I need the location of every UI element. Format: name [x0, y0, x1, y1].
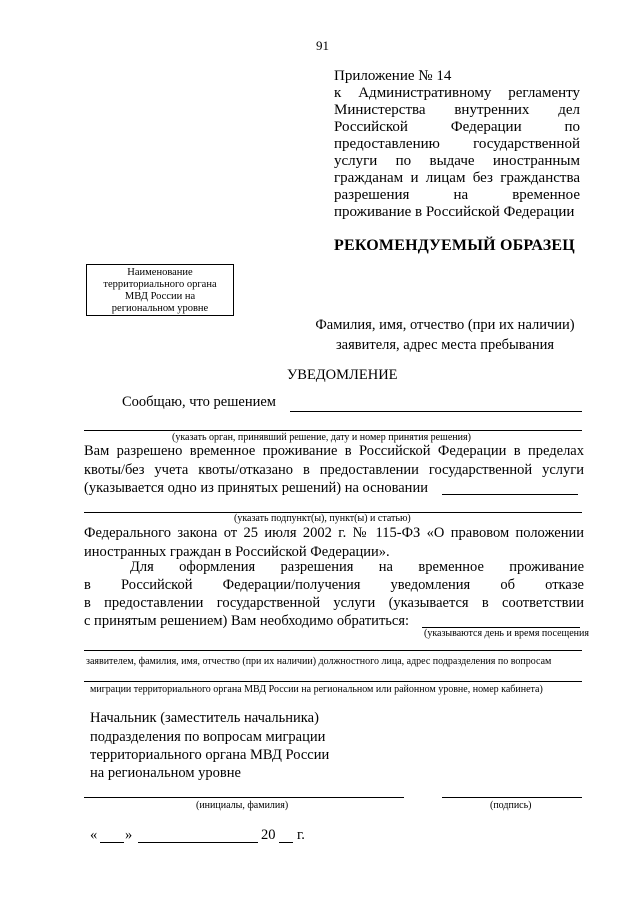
date-open-quote: « — [90, 827, 98, 843]
hint-initials: (инициалы, фамилия) — [196, 800, 289, 811]
appendix-header — [334, 68, 580, 221]
notice-title: УВЕДОМЛЕНИЕ — [287, 367, 398, 383]
appendix-line: разрешения на временное — [334, 187, 580, 203]
signatory-line: на региональном уровне — [90, 765, 241, 781]
hint-signature: (подпись) — [490, 800, 532, 811]
recipient-line: заявителя, адрес места пребывания — [335, 337, 555, 353]
date-year-prefix: 20 — [261, 827, 276, 843]
recipient-line: Фамилия, имя, отчество (при их наличии) — [315, 317, 575, 333]
org-name-box — [86, 264, 234, 316]
page-number: 91 — [316, 38, 329, 53]
appendix-line: услуги по выдаче иностранным — [334, 153, 580, 169]
signatory-line: подразделения по вопросам миграции — [90, 729, 326, 745]
official-blank-line[interactable] — [84, 650, 582, 651]
para1-line: Вам разрешено временное проживание в Российской Федерации в пределах — [84, 443, 584, 459]
org-box-line: территориального органа — [103, 279, 217, 290]
signature-blank-line[interactable] — [442, 797, 582, 798]
hint-official: заявителем, фамилия, имя, отчество (при их наличии) должностного лица, адрес подразделения по вопросам — [86, 656, 552, 667]
recipient-block — [306, 315, 584, 355]
hint-datetime: (указываются день и время посещения — [424, 628, 589, 639]
org-box-line: региональном уровне — [111, 303, 209, 314]
para1-line: квоты/без учета квоты/отказано в предоставлении государственной услуги — [84, 462, 584, 478]
appendix-line: Приложение № 14 — [334, 68, 452, 84]
hint-official: миграции территориального органа МВД России на региональном или районном уровне, номер кабинета) — [90, 684, 543, 695]
decision-lead: Сообщаю, что решением — [122, 394, 276, 410]
para2-line: Федерального закона от 25 июля 2002 г. № 115-ФЗ «О правовом положении — [84, 525, 584, 541]
para3-line: в Российской Федерации/получения уведомления об отказе — [84, 577, 584, 593]
org-box-line: МВД России на — [124, 291, 196, 302]
date-year-blank[interactable] — [279, 842, 293, 843]
para2-line: иностранных граждан в Российской Федерации». — [84, 544, 390, 560]
official-blank-line-2[interactable] — [84, 681, 582, 682]
date-month-blank[interactable] — [138, 842, 258, 843]
org-box-line: Наименование — [127, 267, 193, 278]
para3-line: с принятым решением) Вам необходимо обратиться: — [84, 613, 410, 629]
appendix-line: Министерства внутренних дел — [334, 102, 580, 118]
decision-blank-line-2[interactable] — [84, 430, 582, 431]
appendix-line: проживание в Российской Федерации — [334, 204, 575, 220]
decision-blank-line[interactable] — [290, 411, 582, 412]
date-year-suffix: г. — [297, 827, 305, 843]
hint-decision: (указать орган, принявший решение, дату и номер принятия решения) — [172, 432, 471, 443]
date-close-quote: » — [125, 827, 133, 843]
date-day-blank[interactable] — [100, 842, 124, 843]
appendix-line: гражданам и лицам без гражданства — [334, 170, 580, 186]
para3-line: Для оформления разрешения на временное проживание — [130, 559, 584, 575]
sample-label: РЕКОМЕНДУЕМЫЙ ОБРАЗЕЦ — [334, 237, 575, 254]
appendix-line: к Административному регламенту — [334, 85, 580, 101]
signatory-line: Начальник (заместитель начальника) — [90, 710, 319, 726]
basis-blank-line[interactable] — [442, 494, 578, 495]
appendix-line: Российской Федерации по — [334, 119, 580, 135]
initials-blank-line[interactable] — [84, 797, 404, 798]
para3-line: в предоставлении государственной услуги (указывается в соответствии — [84, 595, 584, 611]
appendix-line: предоставлению государственной — [334, 136, 580, 152]
signatory-line: территориального органа МВД России — [90, 747, 330, 763]
para1-line: (указывается одно из принятых решений) на основании — [84, 480, 428, 496]
hint-basis: (указать подпункт(ы), пункт(ы) и статью) — [234, 513, 411, 524]
